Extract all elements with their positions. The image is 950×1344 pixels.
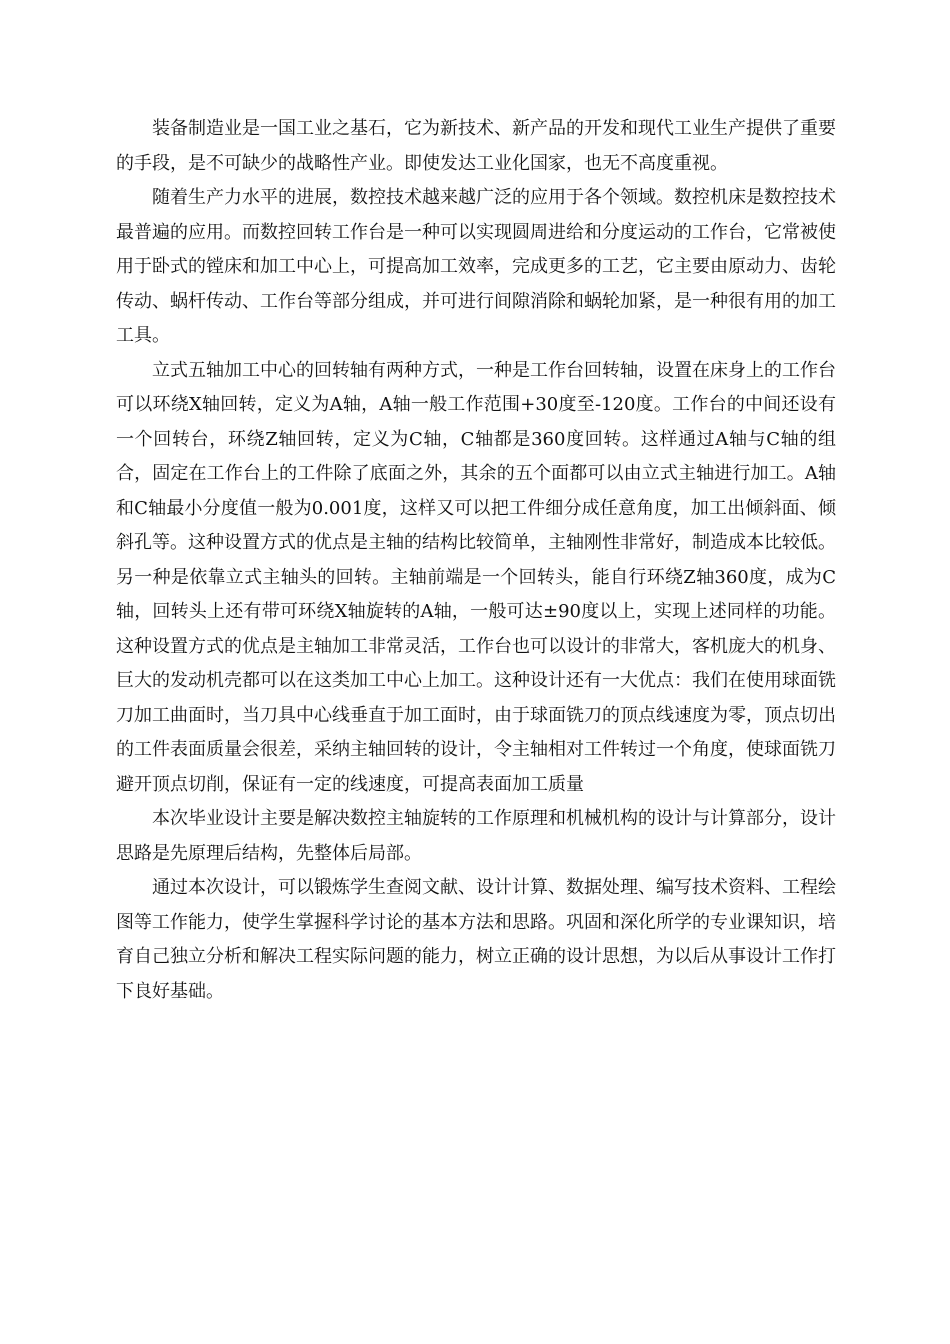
paragraph-2: 随着生产力水平的进展，数控技术越来越广泛的应用于各个领域。数控机床是数控技术最普遍的应用。而数控回转工作台是一种可以实现圆周进给和分度运动的工作台，它常被使用于卧式的镗床和加工中心上，可提高加工效率，完成更多的工艺，它主要由原动力、齿轮传动、蜗杆传动、工作台等部分组成，并可进行间隙消除和蜗轮加紧，是一种很有用的加工工具。: [116, 187, 836, 346]
document-page: [116, 112, 836, 1009]
paragraph-4: 本次毕业设计主要是解决数控主轴旋转的工作原理和机械机构的设计与计算部分，设计思路是先原理后结构，先整体后局部。: [116, 808, 836, 864]
paragraph-5: 通过本次设计，可以锻炼学生查阅文献、设计计算、数据处理、编写技术资料、工程绘图等工作能力，使学生掌握科学讨论的基本方法和思路。巩固和深化所学的专业课知识，培育自己独立分析和解决工程实际问题的能力，树立正确的设计思想，为以后从事设计工作打下良好基础。: [116, 877, 836, 1002]
paragraph-3: 立式五轴加工中心的回转轴有两种方式，一种是工作台回转轴，设置在床身上的工作台可以环绕X轴回转，定义为A轴，A轴一般工作范围+30度至-120度。工作台的中间还设有一个回转台，环绕Z轴回转，定义为C轴，C轴都是360度回转。这样通过A轴与C轴的组合，固定在工作台上的工件除了底面之外，其余的五个面都可以由立式主轴进行加工。A轴和C轴最小分度值一般为0.001度，这样又可以把工件细分成任意角度，加工出倾斜面、倾斜孔等。这种设置方式的优点是主轴的结构比较简单，主轴刚性非常好，制造成本比较低。 另一种是依靠立式主轴头的回转。主轴前端是一个回转头，能自行环绕Z轴360度，成为C轴，回转头上还有带可环绕X轴旋转的A轴，一般可达±90度以上，实现上述同样的功能。这种设置方式的优点是主轴加工非常灵活，工作台也可以设计的非常大，客机庞大的机身、巨大的发动机壳都可以在这类加工中心上加工。这种设计还有一大优点：我们在使用球面铣刀加工曲面时，当刀具中心线垂直于加工面时，由于球面铣刀的顶点线速度为零，顶点切出的工件表面质量会很差，采纳主轴回转的设计，令主轴相对工件转过一个角度，使球面铣刀避开顶点切削，保证有一定的线速度，可提高表面加工质量: [116, 359, 836, 795]
paragraph-1: 装备制造业是一国工业之基石，它为新技术、新产品的开发和现代工业生产提供了重要的手段，是不可缺少的战略性产业。即使发达工业化国家，也无不高度重视。: [116, 118, 836, 174]
